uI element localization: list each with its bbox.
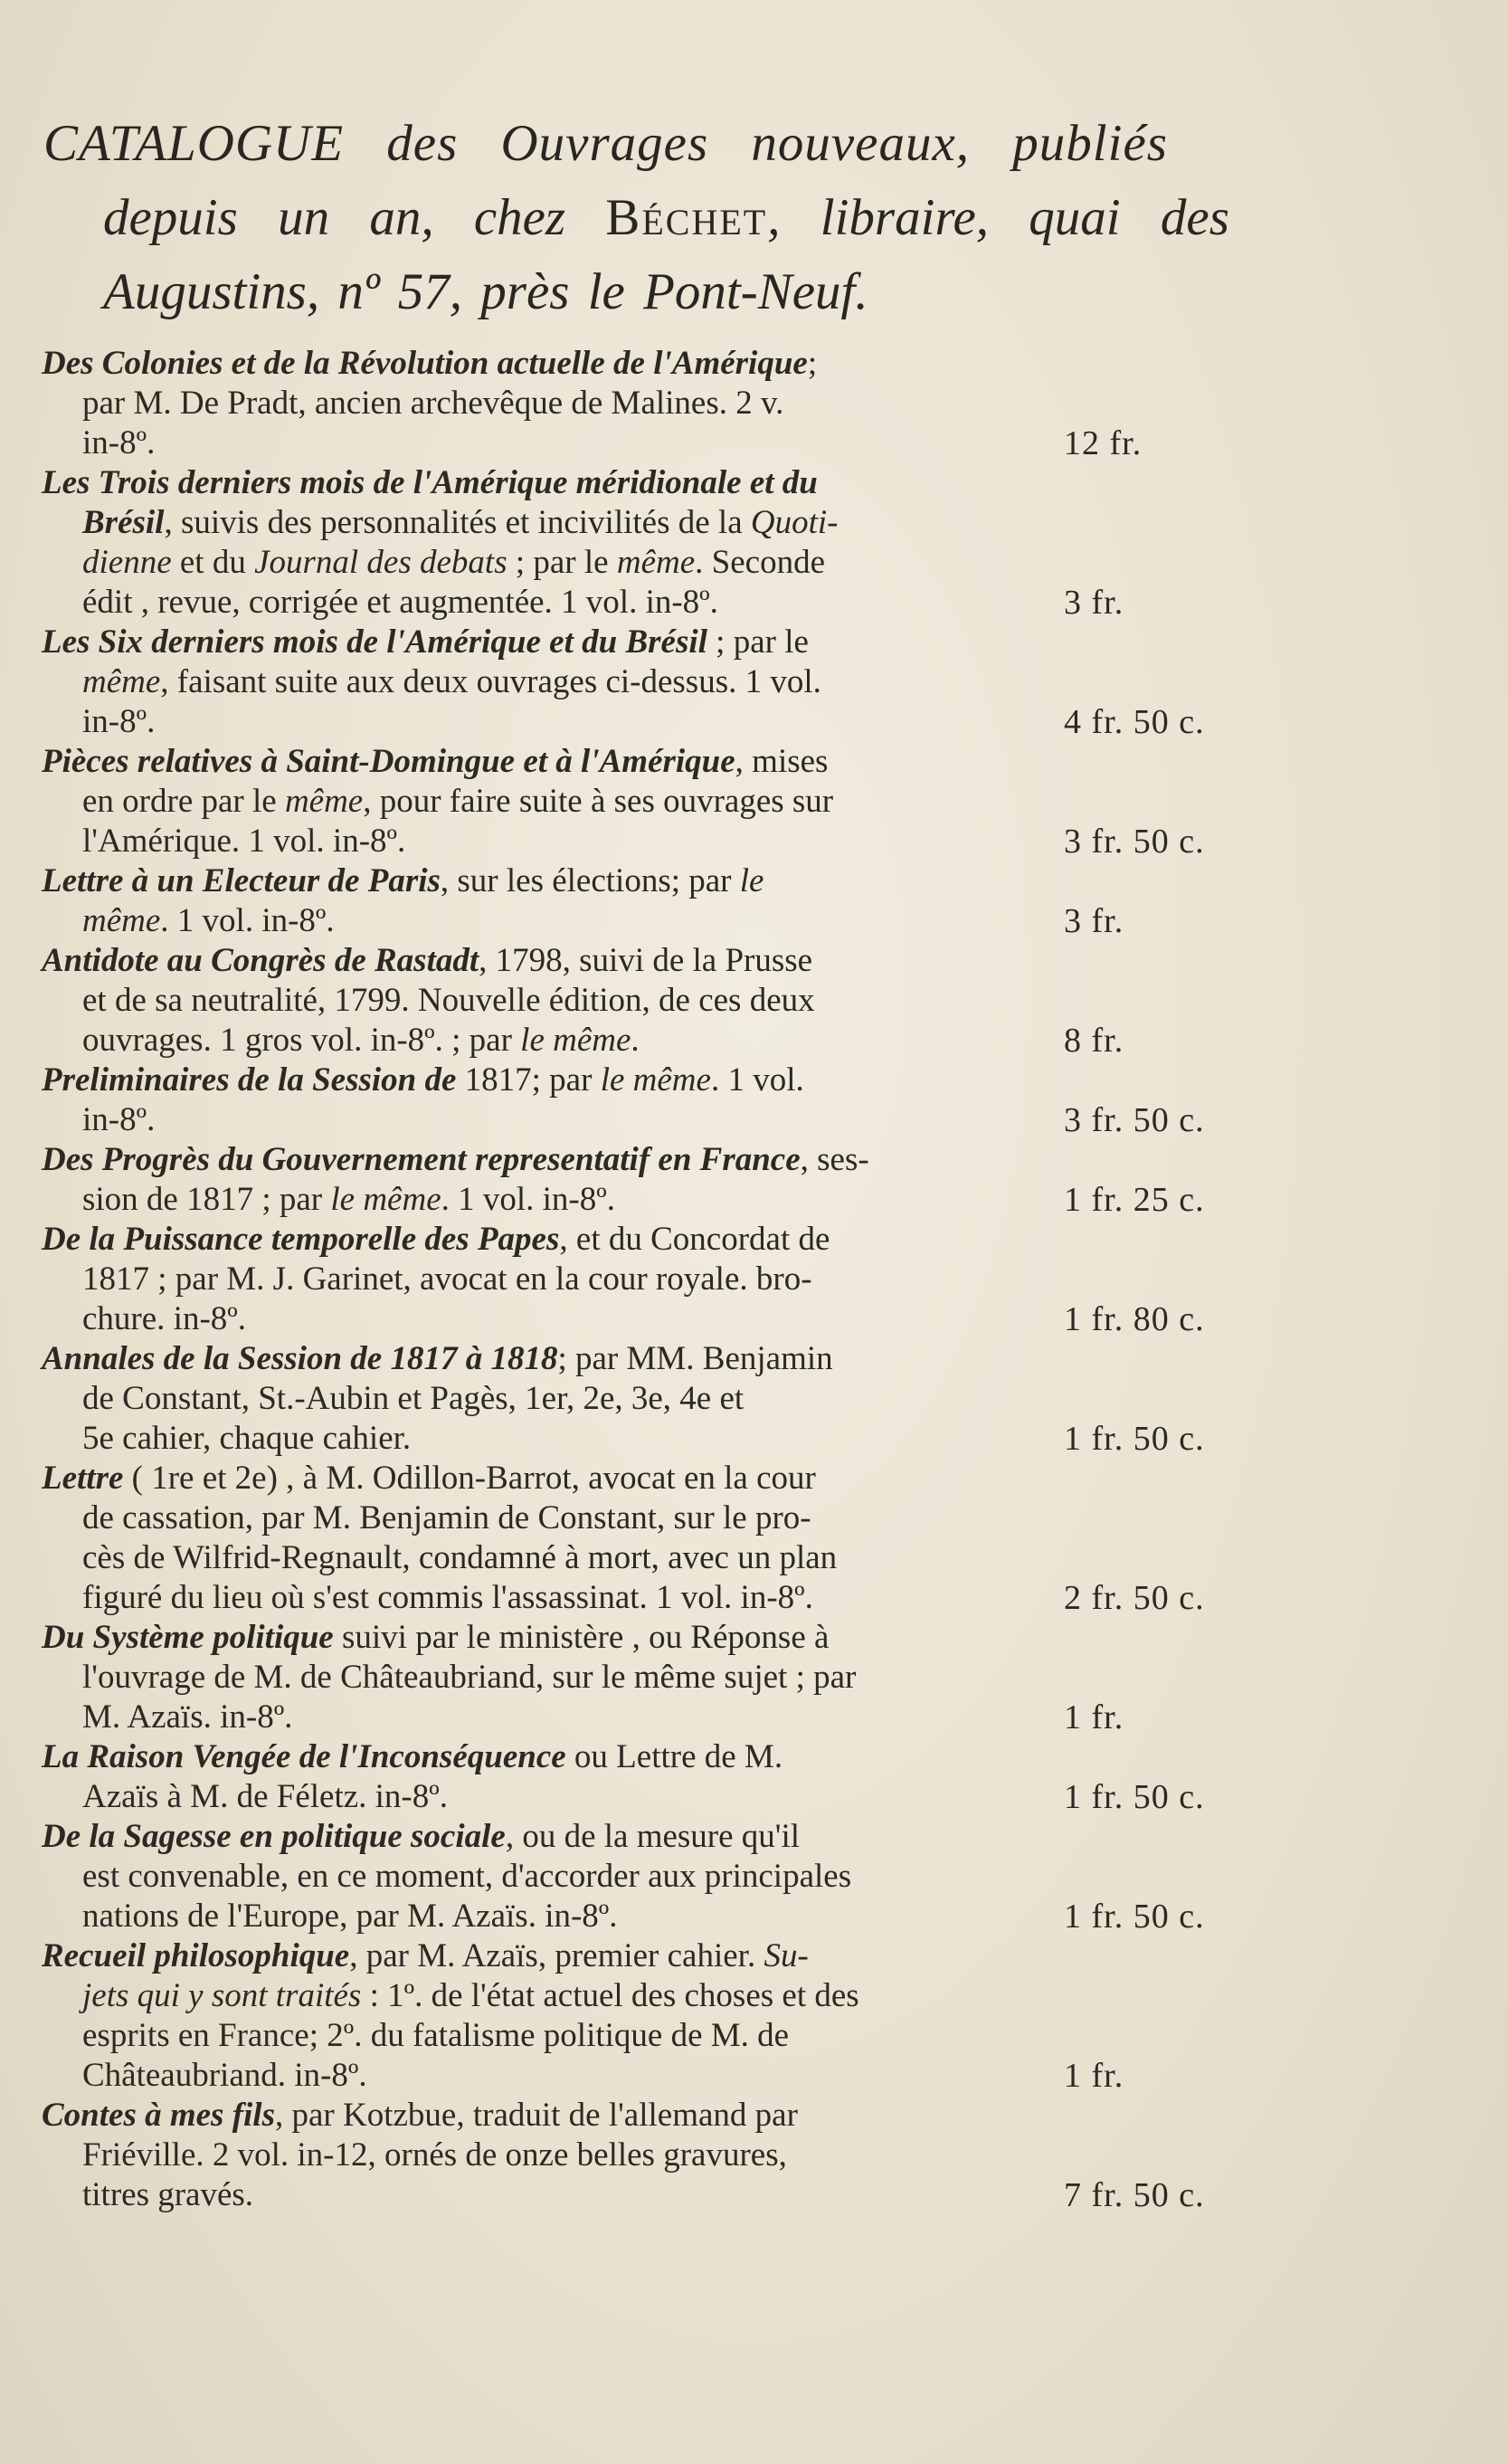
entry-text: est convenable, en ce moment, d'accorder aux principales — [82, 1858, 852, 1895]
entry-title: Antidote au Congrès de Rastadt — [42, 942, 479, 979]
entry-line — [42, 1140, 1055, 1180]
catalogue-entry — [42, 1061, 1205, 1140]
entry-text: Journal des debats — [254, 544, 507, 581]
entry-line — [42, 623, 1055, 662]
entry-text: , par M. Azaïs, premier cahier. — [349, 1937, 764, 1974]
entry-text: en ordre par le — [82, 783, 285, 820]
entry-text: , faisant suite aux deux ouvrages ci-dessus. 1 vol. — [160, 663, 821, 700]
entry-line — [42, 1777, 1055, 1817]
catalogue-entry — [42, 623, 1205, 742]
entry-text: ( 1re et 2e) , à M. Odillon-Barrot, avocat en la cour — [123, 1460, 816, 1497]
entry-text: 1817 ; par M. J. Garinet, avocat en la cour royale. bro- — [82, 1261, 812, 1298]
entry-line — [42, 782, 1055, 822]
entry-text: , sur les élections; par — [440, 862, 740, 899]
entry-line — [42, 941, 1055, 981]
header-line-2 — [43, 181, 1292, 255]
entry-text: 1817; par — [456, 1061, 601, 1099]
entry-text: : 1º. de l'état actuel des choses et des — [361, 1977, 859, 2014]
entry-text: in-8º. — [82, 703, 156, 740]
entry-line — [42, 662, 1055, 702]
catalogue-entry — [42, 463, 1124, 623]
entry-line — [42, 901, 1055, 941]
entry-text: , 1798, suivi de la Prusse — [479, 942, 813, 979]
entry-text: M. Azaïs. in-8º. — [82, 1698, 293, 1736]
entry-title: Contes à mes fils — [42, 2097, 275, 2134]
entry-line — [42, 1180, 1055, 1220]
entry-price: 2 fr. 50 c. — [1064, 1579, 1205, 1617]
entry-line — [42, 1936, 1055, 1976]
entry-text: édit , revue, corrigée et augmentée. 1 vol. in-8º. — [82, 584, 718, 621]
entry-title: La Raison Vengée de l'Inconséquence — [42, 1738, 566, 1775]
entry-text: ; par MM. Benjamin — [557, 1340, 833, 1377]
entry-text: même — [82, 663, 161, 700]
entry-line — [42, 2136, 1055, 2175]
entry-price: 1 fr. 50 c. — [1064, 1420, 1205, 1458]
entry-text: , pour faire suite à ses ouvrages sur — [363, 783, 834, 820]
entry-text: in-8º. — [82, 1101, 156, 1138]
entry-line — [42, 344, 1055, 384]
entry-price: 1 fr. 80 c. — [1064, 1300, 1205, 1338]
entry-title: Preliminaires de la Session de — [42, 1061, 457, 1099]
entry-line — [42, 2175, 1055, 2215]
entry-line — [42, 583, 1055, 623]
entry-text: , ou de la mesure qu'il — [505, 1818, 801, 1855]
entry-price: 8 fr. — [1064, 1022, 1124, 1060]
catalogue-entry — [42, 1339, 1205, 1459]
entry-line — [42, 822, 1055, 861]
entry-text: Friéville. 2 vol. in-12, ornés de onze belles gravures, — [82, 2136, 787, 2174]
entry-text: ; par le — [707, 623, 809, 661]
entry-title: Des Colonies et de la Révolution actuelle de l'Amérique — [42, 345, 808, 382]
entry-line — [42, 1260, 1055, 1299]
entry-line — [42, 1658, 1055, 1698]
entry-text: par M. De Pradt, ancien archevêque de Malines. 2 v. — [82, 385, 784, 422]
entry-text: et du — [171, 544, 255, 581]
entry-line — [42, 503, 1055, 543]
entry-text: . Seconde — [695, 544, 825, 581]
catalogue-entry — [42, 1220, 1205, 1339]
catalogue-header — [43, 107, 1292, 329]
entry-price: 3 fr. 50 c. — [1064, 823, 1205, 861]
entry-price: 3 fr. — [1064, 584, 1124, 622]
catalogue-entry — [42, 861, 1124, 941]
entry-text: même — [616, 544, 696, 581]
catalogue-entry — [42, 1140, 1205, 1220]
entry-text: , ses- — [800, 1141, 869, 1178]
entry-text: titres gravés. — [82, 2176, 254, 2213]
catalogue-entry — [42, 742, 1205, 861]
entry-title: Annales de la Session de 1817 à 1818 — [42, 1340, 558, 1377]
entry-line — [42, 1976, 1055, 2016]
entry-text: même — [284, 783, 364, 820]
entry-title: Brésil — [82, 504, 165, 541]
entry-line — [42, 1459, 1055, 1498]
entry-line — [42, 981, 1055, 1021]
entry-line — [42, 423, 1055, 463]
entry-price: 12 fr. — [1064, 424, 1143, 462]
entry-title: Recueil philosophique — [42, 1937, 350, 1974]
entry-text: le même — [330, 1181, 441, 1218]
entry-title: Du Système politique — [42, 1619, 334, 1656]
entry-text: Su- — [763, 1937, 809, 1974]
entry-title: Lettre à un Electeur de Paris — [42, 862, 441, 899]
entry-text: Azaïs à M. de Féletz. in-8º. — [82, 1778, 448, 1815]
entry-line — [42, 1897, 1055, 1936]
entry-text: ; par le — [507, 544, 617, 581]
entry-line — [42, 463, 1055, 503]
catalogue-entry — [42, 1936, 1124, 2096]
entry-text: , par Kotzbue, traduit de l'allemand par — [275, 2097, 798, 2134]
entry-line — [42, 861, 1055, 901]
entry-line — [42, 384, 1055, 423]
header-line-2-end: , libraire, quai des — [767, 189, 1229, 246]
entry-line — [42, 1538, 1055, 1578]
entry-price: 1 fr. — [1064, 1698, 1124, 1736]
catalogue-entry — [42, 2096, 1205, 2215]
catalogue-entry — [42, 344, 1143, 463]
header-line-2-start: depuis un an, chez — [103, 189, 606, 246]
entry-line — [42, 1817, 1055, 1857]
entry-text: ou Lettre de M. — [565, 1738, 783, 1775]
entry-text: esprits en France; 2º. du fatalisme politique de M. de — [82, 2017, 790, 2054]
entry-text: le — [739, 862, 764, 899]
entry-text: l'Amérique. 1 vol. in-8º. — [82, 823, 406, 860]
entry-price: 1 fr. 50 c. — [1064, 1778, 1205, 1816]
entry-title: Des Progrès du Gouvernement representatif en France — [42, 1141, 801, 1178]
entry-line — [42, 1618, 1055, 1658]
entry-line — [42, 1061, 1055, 1100]
entry-price: 7 fr. 50 c. — [1064, 2176, 1205, 2214]
entry-text: l'ouvrage de M. de Châteaubriand, sur le même sujet ; par — [82, 1659, 857, 1696]
entry-line — [42, 2096, 1055, 2136]
entry-line — [42, 1419, 1055, 1459]
header-line-1: CATALOGUE des Ouvrages nouveaux, publiés — [43, 115, 1168, 172]
publisher-name: Béchet — [605, 189, 768, 246]
catalogue-entry — [42, 941, 1124, 1061]
catalogue-entry — [42, 1459, 1205, 1618]
entry-text: de Constant, St.-Aubin et Pagès, 1er, 2e, 3e, 4e et — [82, 1380, 745, 1417]
entry-text: même — [82, 902, 161, 939]
entry-text: figuré du lieu où s'est commis l'assassinat. 1 vol. in-8º. — [82, 1579, 813, 1616]
entry-title: Pièces relatives à Saint-Domingue et à l'Amérique — [42, 743, 735, 780]
entry-text: de cassation, par M. Benjamin de Constant, sur le pro- — [82, 1499, 811, 1536]
entry-title: De la Sagesse en politique sociale — [42, 1818, 506, 1855]
entry-line — [42, 1498, 1055, 1538]
entry-price: 1 fr. 25 c. — [1064, 1181, 1205, 1219]
entry-title: Les Six derniers mois de l'Amérique et du Brésil — [42, 623, 707, 661]
entry-text: et de sa neutralité, 1799. Nouvelle édition, de ces deux — [82, 982, 815, 1019]
entry-line — [42, 1299, 1055, 1339]
entry-text: sion de 1817 ; par — [82, 1181, 331, 1218]
entry-line — [42, 1698, 1055, 1737]
entry-line — [42, 702, 1055, 742]
entry-line — [42, 543, 1055, 583]
entry-text: jets qui y sont traités — [82, 1977, 362, 2014]
entry-line — [42, 1339, 1055, 1379]
entry-text: ; — [807, 345, 818, 382]
entry-text: ouvrages. 1 gros vol. in-8º. ; par — [82, 1022, 521, 1059]
entry-text: Quoti- — [750, 504, 839, 541]
entry-line — [42, 1857, 1055, 1897]
header-line-3: Augustins, nº 57, près le Pont-Neuf. — [103, 263, 868, 320]
entry-text: Châteaubriand. in-8º. — [82, 2057, 367, 2094]
entry-text: dienne — [82, 544, 172, 581]
entry-line — [42, 1379, 1055, 1419]
entry-text: chure. in-8º. — [82, 1300, 246, 1337]
entry-title: Lettre — [42, 1460, 124, 1497]
catalogue-entry — [42, 1737, 1205, 1817]
catalogue-entry — [42, 1817, 1205, 1936]
entry-text: le même — [600, 1061, 711, 1099]
entry-text: . 1 vol. in-8º. — [441, 1181, 615, 1218]
entry-text: . 1 vol. in-8º. — [160, 902, 335, 939]
catalogue-entry — [42, 1618, 1124, 1737]
entry-text: le même — [520, 1022, 631, 1059]
entry-text: suivi par le ministère , ou Réponse à — [333, 1619, 830, 1656]
entry-text: nations de l'Europe, par M. Azaïs. in-8º. — [82, 1898, 618, 1935]
entry-text: . — [631, 1022, 640, 1059]
entry-line — [42, 1220, 1055, 1260]
entry-line — [42, 1737, 1055, 1777]
entry-text: , suivis des personnalités et incivilités de la — [164, 504, 751, 541]
entry-title: Les Trois derniers mois de l'Amérique méridionale et du — [42, 464, 818, 501]
entry-text: 5e cahier, chaque cahier. — [82, 1420, 412, 1457]
entry-price: 3 fr. 50 c. — [1064, 1101, 1205, 1139]
entry-price: 3 fr. — [1064, 902, 1124, 940]
catalogue-entries — [0, 344, 1508, 2215]
entry-text: cès de Wilfrid-Regnault, condamné à mort, avec un plan — [82, 1539, 838, 1576]
entry-text: . 1 vol. — [710, 1061, 804, 1099]
entry-line — [42, 2016, 1055, 2056]
entry-text: in-8º. — [82, 424, 156, 461]
entry-text: , mises — [735, 743, 829, 780]
entry-line — [42, 1578, 1055, 1618]
entry-price: 1 fr. — [1064, 2057, 1124, 2095]
entry-text: , et du Concordat de — [559, 1221, 830, 1258]
entry-price: 4 fr. 50 c. — [1064, 703, 1205, 741]
entry-price: 1 fr. 50 c. — [1064, 1898, 1205, 1936]
entry-line — [42, 1021, 1055, 1061]
entry-line — [42, 1100, 1055, 1140]
entry-line — [42, 742, 1055, 782]
entry-line — [42, 2056, 1055, 2096]
entry-title: De la Puissance temporelle des Papes — [42, 1221, 560, 1258]
